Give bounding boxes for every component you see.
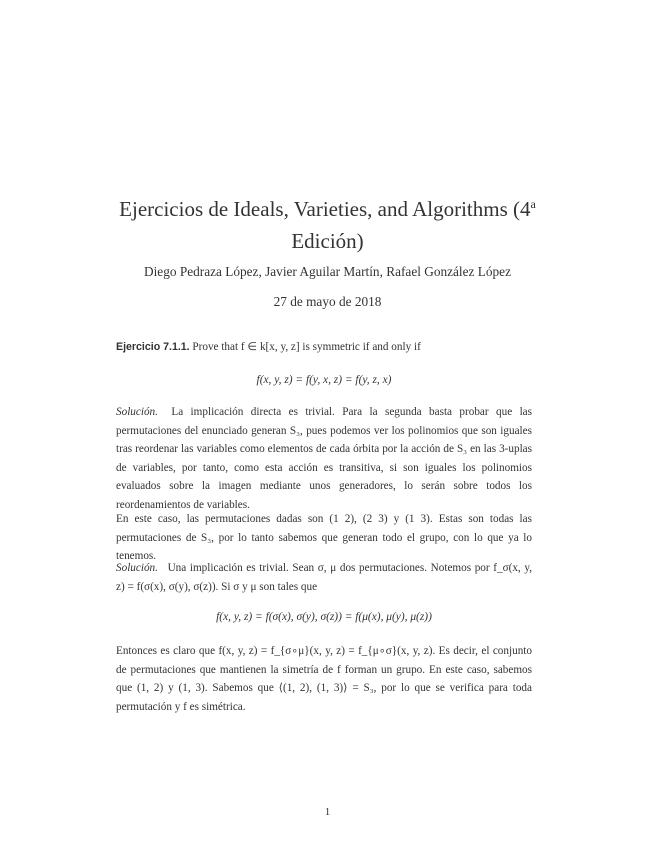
solution-1-label: Solución. — [116, 406, 158, 418]
exercise — [116, 340, 532, 353]
exercise-label: Ejercicio 7.1.1. — [116, 341, 190, 353]
solution-2-text: Una implicación es trivial. Sean σ, μ dos permutaciones. Notemos por f_σ(x, y, z) = f(σ(x), σ(y), σ(z)). Si σ y μ son tales que — [116, 562, 533, 593]
solution-2 — [116, 559, 532, 596]
authors: Diego Pedraza López, Javier Aguilar Martín, Rafael González López — [144, 264, 511, 279]
title-line-2: Edición) — [291, 229, 364, 253]
solution-1-paragraph-2: En este caso, las permutaciones dadas son (1 2), (2 3) y (1 3). Estas son todas las permutaciones de S₃, por lo tanto sabemos que generan todo el grupo, con lo que ya lo tenemos. — [116, 513, 532, 563]
exercise-statement: Prove that f ∈ k[x, y, z] is symmetric if and only if — [192, 341, 421, 353]
solution-1-text: La implicación directa es trivial. Para la segunda basta probar que las permutaciones del enunciado generan S₃, pues podemos ver los polinomios que son iguales tras reordenar las variables como elementos de cada órbita por la acción de S₃ en las 3-uplas de variables, por tanto, como esta acción es transitiva, si son iguales los polinomios evaluados sobre la imagen mediante unos generadores, lo serán sobre todos los reordenamientos de variables. — [116, 406, 532, 511]
solution-1 — [116, 403, 532, 515]
solution-2-continuation: Entonces es claro que f(x, y, z) = f_{σ∘μ}(x, y, z) = f_{μ∘σ}(x, y, z). Es decir, el conjunto de permutaciones que mantienen la simetría de f forman un grupo. En este caso, sabemos que (1, 2) y (1, 3). Sabemos que ⟨(1, 2), (1, 3)⟩ = S₃, por lo que se verifica para toda permutación y f es simétrica. — [116, 645, 532, 713]
solution-2-label: Solución. — [116, 562, 158, 574]
equation-1: f(x, y, z) = f(y, x, z) = f(y, z, x) — [256, 374, 392, 386]
title-line-1: Ejercicios de Ideals, Varieties, and Algorithms (4 — [119, 197, 531, 221]
title-superscript: a — [530, 197, 536, 211]
document-title — [100, 188, 555, 257]
page-number: 1 — [324, 806, 331, 818]
date: 27 de mayo de 2018 — [273, 294, 382, 309]
equation-2: f(x, y, z) = f(σ(x), σ(y), σ(z)) = f(μ(x), μ(y), μ(z)) — [216, 611, 432, 623]
